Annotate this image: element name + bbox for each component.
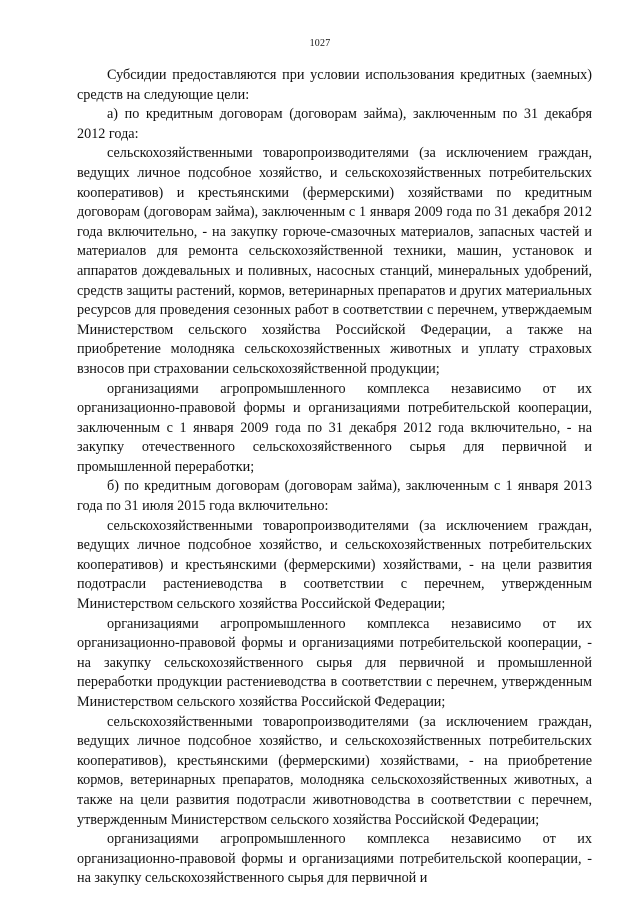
paragraph-item-b: б) по кредитным договорам (договорам займа), заключенным с 1 января 2013 года по 31 июля 2015 года включительно: bbox=[77, 478, 592, 515]
paragraph-a-producers: сельскохозяйственными товаропроизводителями (за исключением граждан, ведущих личное подсобное хозяйство, и сельскохозяйственных потребительских кооперативов) и крестьянскими (фермерскими) хозяйствами по кредитным договорам (договорам займа), заключенным с 1 января 2009 года по 31 декабря 2012 года включительно, - на закупку горюче-смазочных материалов, запасных частей и материалов для ремонта сельскохозяйственной техники, машин, установок и аппаратов дождевальных и поливных, насосных станций, минеральных удобрений, средств защиты растений, кормов, ветеринарных препаратов и других материальных ресурсов для проведения сезонных работ в соответствии с перечнем, утверждаемым Министерством сельского хозяйства Российской Федерации, а также на приобретение молодняка сельскохозяйственных животных и уплату страховых взносов при страховании сельскохозяйственной продукции; bbox=[77, 145, 592, 377]
page-number: 1027 bbox=[309, 38, 331, 49]
paragraph-item-a: а) по кредитным договорам (договорам займа), заключенным по 31 декабря 2012 года: bbox=[77, 106, 592, 142]
document-body bbox=[77, 66, 592, 889]
paragraph-b-livestock-organizations: организациями агропромышленного комплекса независимо от их организационно-правовой формы и организациями потребительской кооперации, - на закупку сельскохозяйственного сырья для первичной и bbox=[77, 831, 592, 887]
paragraph-b-crop-organizations: организациями агропромышленного комплекса независимо от их организационно-правовой формы и организациями потребительской кооперации, - на закупку сельскохозяйственного сырья для первичной и промышленной переработки продукции растениеводства в соответствии с перечнем, утвержденным Министерством сельского хозяйства Российской Федерации; bbox=[77, 615, 592, 710]
paragraph-b-livestock-producers: сельскохозяйственными товаропроизводителями (за исключением граждан, ведущих личное подсобное хозяйство, и сельскохозяйственных потребительских кооперативов), крестьянскими (фермерскими) хозяйствами, - на приобретение кормов, ветеринарных препаратов, молодняка сельскохозяйственных животных, а также на цели развития подотрасли животноводства в соответствии с перечнем, утвержденным Министерством сельского хозяйства Российской Федерации; bbox=[77, 713, 592, 828]
paragraph-intro: Субсидии предоставляются при условии использования кредитных (заемных) средств на следующие цели: bbox=[77, 67, 592, 103]
paragraph-a-organizations: организациями агропромышленного комплекса независимо от их организационно-правовой формы и организациями потребительской кооперации, заключенным с 1 января 2009 года по 31 декабря 2012 года включительно, - на закупку отечественного сельскохозяйственного сырья для первичной и промышленной переработки; bbox=[77, 380, 592, 475]
paragraph-b-crop-producers: сельскохозяйственными товаропроизводителями (за исключением граждан, ведущих личное подсобное хозяйство, и сельскохозяйственных потребительских кооперативов) и крестьянскими (фермерскими) хозяйствами, - на цели развития подотрасли растениеводства в соответствии с перечнем, утвержденным Министерством сельского хозяйства Российской Федерации; bbox=[77, 517, 592, 613]
